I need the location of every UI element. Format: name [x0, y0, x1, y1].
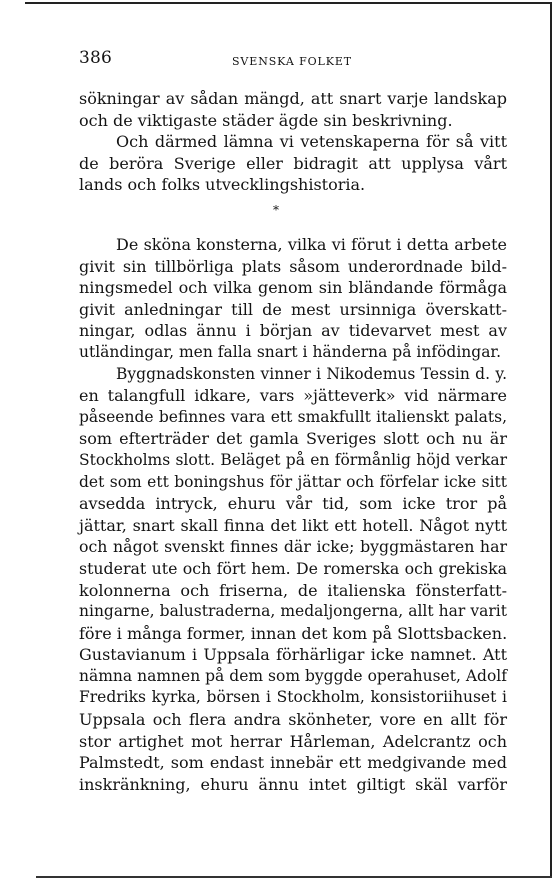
text-line: Och därmed lämna vi vetenskaperna för så vitt — [116, 132, 507, 152]
text-line: De sköna konsterna, vilka vi förut i detta arbete — [116, 235, 507, 254]
text-line: stor artighet mot herrar Hårleman, Adelcrantz och — [79, 731, 507, 751]
top-border-line — [25, 2, 552, 4]
text-line: som efterträder det gamla Sveriges slott och nu är — [79, 429, 507, 449]
text-line: påseende befinnes vara ett smakfullt italienskt palats, — [79, 407, 507, 426]
text-line: en talangfull idkare, vars »jätteverk» vid närmare — [79, 386, 507, 406]
text-line: nämna namnen på dem som byggde operahuset, Adolf — [79, 666, 507, 685]
text-line: före i många former, innan det kom på Slottsbacken. — [79, 623, 508, 643]
text-line: och de viktigaste städer ägde sin beskrivning. — [79, 110, 453, 130]
text-line: ningar, odlas ännu i början av tidevarvet mest av — [79, 321, 507, 341]
text-line: kolonnerna och friserna, de italienska fönsterfatt- — [79, 580, 507, 600]
text-line: avsedda intryck, ehuru vår tid, som icke tror på — [79, 494, 507, 514]
text-line: Palmstedt, som endast innebär ett medgivande med — [79, 753, 507, 773]
text-line: och något svenskt finnes där icke; byggmästaren har — [79, 537, 507, 557]
text-line: det som ett boningshus för jättar och förfelar icke sitt — [79, 472, 507, 491]
text-line: Gustavianum i Uppsala förhärligar icke namnet. Att — [79, 645, 507, 665]
text-line: Stockholms slott. Beläget på en förmånlig höjd verkar — [79, 450, 507, 469]
text-line: givit sin tillbörliga plats såsom underordnade bild- — [79, 256, 507, 276]
page-header — [79, 48, 507, 74]
paragraph-block-1 — [79, 88, 507, 196]
text-line: inskränkning, ehuru ännu intet giltigt skäl varför — [79, 774, 507, 794]
paragraph-block-2 — [79, 234, 507, 795]
text-line: lands och folks utvecklingshistoria. — [79, 175, 366, 195]
text-line: de beröra Sverige eller bidragit att upplysa vårt — [79, 153, 507, 173]
text-line: ningarne, balustraderna, medaljongerna, allt har varit — [79, 602, 507, 621]
section-separator-asterisk: * — [273, 203, 279, 217]
text-line: ningsmedel och vilka genom sin bländande förmåga — [79, 278, 507, 298]
text-line: sökningar av sådan mängd, att snart varje landskap — [79, 89, 507, 108]
text-line: jättar, snart skall finna det likt ett hotell. Något nytt — [79, 515, 507, 535]
running-head: SVENSKA FOLKET — [232, 55, 353, 68]
text-line: utländingar, men falla snart i händerna på infödingar. — [79, 342, 502, 361]
text-line: Uppsala och flera andra skönheter, vore en allt för — [79, 710, 507, 730]
page-number: 386 — [79, 48, 113, 68]
text-line: givit anledningar till de mest ursinniga överskatt- — [79, 299, 507, 319]
text-line: Fredriks kyrka, börsen i Stockholm, konsistoriihuset i — [79, 688, 507, 707]
text-line: Byggnadskonsten vinner i Nikodemus Tessin d. y. — [116, 364, 507, 383]
text-line: studerat ute och fört hem. De romerska och grekiska — [79, 558, 507, 578]
